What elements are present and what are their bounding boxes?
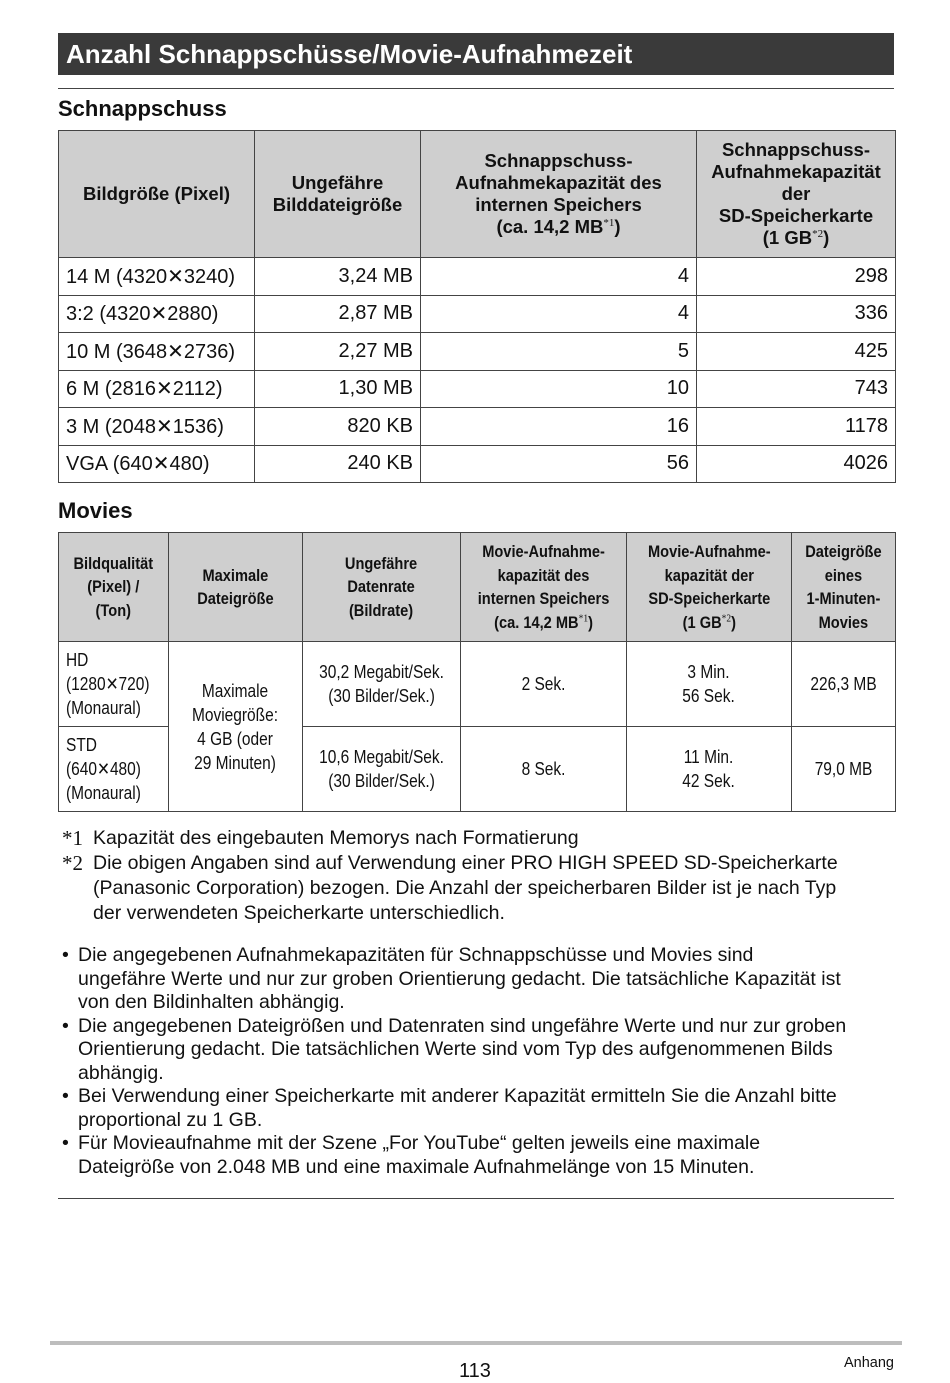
section-label: Anhang [844,1355,894,1371]
internal-capacity-cell: 8 Sek. [461,727,627,812]
image-size-cell: 3:2 (4320✕2880) [59,295,255,333]
file-size-cell: 2,87 MB [255,295,421,333]
sd-capacity-cell: 4026 [697,445,896,483]
table-row [59,370,896,408]
page-title: Anzahl Schnappschüsse/Movie-Aufnahmezeit [58,33,894,75]
list-item: • Für Movieaufnahme mit der Szene „For YouTube“ gelten jeweils eine maximale Dateigröße von 2.048 MB und eine maximale Aufnahmelänge von 15 Minuten. [62,1132,761,1178]
table-row [59,445,896,483]
bullet-icon: • [62,1014,69,1037]
header-data-rate: Ungefähre Datenrate (Bildrate) [303,533,461,642]
image-size-cell: 14 M (4320✕3240) [59,258,255,296]
header-internal-capacity: Movie-Aufnahme- kapazität des internen Speichers (ca. 14,2 MB$^{*1}$) [461,533,627,642]
bullet-icon: • [62,1132,69,1154]
page-number: 113 [459,1360,491,1382]
footnote-mark: *1 [62,826,83,850]
image-size-cell: VGA (640✕480) [59,445,255,483]
sd-capacity-cell: 1178 [697,408,896,446]
file-size-cell: 820 KB [255,408,421,446]
quality-cell: HD (1280✕720) (Monaural) [59,642,169,727]
list-item: • Die angegebenen Aufnahmekapazitäten für Schnappschüsse und Movies sind ungefähre Werte und nur zur groben Orientierung gedacht. Die tatsächliche Kapazität ist von den Bildinhalten abhängig. [62,944,841,1013]
footnote-text: Die obigen Angaben sind auf Verwendung einer PRO HIGH SPEED SD-Speicherkarte (Panasonic Corporation) bezogen. Die Anzahl der speicherbaren Bilder ist je nach Typ der verwendeten Speicherkarte unterschiedlich. [93,852,838,924]
max-size-cell: Maximale Moviegröße: 4 GB (oder 29 Minuten) [169,642,303,812]
sd-capacity-cell: 298 [697,258,896,296]
header-internal-capacity: Schnappschuss- Aufnahmekapazität des internen Speichers (ca. 14,2 MB$^{*1}$) [421,131,697,258]
file-size-cell: 240 KB [255,445,421,483]
header-minute-size: Dateigröße eines 1-Minuten- Movies [792,533,896,642]
title-divider [58,88,894,89]
sd-capacity-cell: 743 [697,370,896,408]
header-max-size: Maximale Dateigröße [169,533,303,642]
bullet-icon: • [62,944,69,966]
list-item: • Bei Verwendung einer Speicherkarte mit anderer Kapazität ermitteln Sie die Anzahl bitte proportional zu 1 GB. [62,1085,837,1131]
footer-bar [50,1341,902,1345]
data-rate-cell: 30,2 Megabit/Sek. (30 Bilder/Sek.) [303,642,461,727]
minute-size-cell: 226,3 MB [792,642,896,727]
sd-capacity-cell: 336 [697,295,896,333]
image-size-cell: 10 M (3648✕2736) [59,333,255,371]
quality-cell: STD (640✕480) (Monaural) [59,727,169,812]
file-size-cell: 2,27 MB [255,333,421,371]
header-image-size: Bildgröße (Pixel) [59,131,255,258]
internal-capacity-cell: 16 [421,408,697,446]
internal-capacity-cell: 5 [421,333,697,371]
footnote-text: Kapazität des eingebauten Memorys nach Formatierung [93,827,579,849]
table-row [59,295,896,333]
movies-table [58,532,896,812]
internal-capacity-cell: 4 [421,295,697,333]
header-sd-capacity: Schnappschuss- Aufnahmekapazität der SD-Speicherkarte (1 GB$^{*2}$) [697,131,896,258]
table-row [59,333,896,371]
notes-divider [58,1198,894,1199]
internal-capacity-cell: 2 Sek. [461,642,627,727]
snapshot-header-row [59,131,896,258]
header-quality: Bildqualität (Pixel) / (Ton) [59,533,169,642]
table-row [59,642,896,727]
internal-capacity-cell: 10 [421,370,697,408]
file-size-cell: 1,30 MB [255,370,421,408]
internal-capacity-cell: 4 [421,258,697,296]
sd-capacity-cell: 425 [697,333,896,371]
header-file-size: Ungefähre Bilddateigröße [255,131,421,258]
image-size-cell: 6 M (2816✕2112) [59,370,255,408]
minute-size-cell: 79,0 MB [792,727,896,812]
bullet-icon: • [62,1085,69,1107]
table-row [59,258,896,296]
notes-list [62,944,894,1179]
table-row [59,408,896,446]
sd-capacity-cell: 11 Min. 42 Sek. [627,727,792,812]
list-item: • Die angegebenen Dateigrößen und Datenraten sind ungefähre Werte und nur zur groben Orientierung gedacht. Die tatsächlichen Werte sind vom Typ des aufgenommenen Bilds abhängig. [62,1014,847,1084]
sd-capacity-cell: 3 Min. 56 Sek. [627,642,792,727]
data-rate-cell: 10,6 Megabit/Sek. (30 Bilder/Sek.) [303,727,461,812]
snapshot-table [58,130,896,483]
file-size-cell: 3,24 MB [255,258,421,296]
internal-capacity-cell: 56 [421,445,697,483]
footnote-mark: *2 [62,851,83,875]
movies-header-row [59,533,896,642]
movies-heading: Movies [58,498,133,523]
image-size-cell: 3 M (2048✕1536) [59,408,255,446]
header-sd-capacity: Movie-Aufnahme- kapazität der SD-Speicherkarte (1 GB$^{*2}$) [627,533,792,642]
snapshot-heading: Schnappschuss [58,96,227,121]
